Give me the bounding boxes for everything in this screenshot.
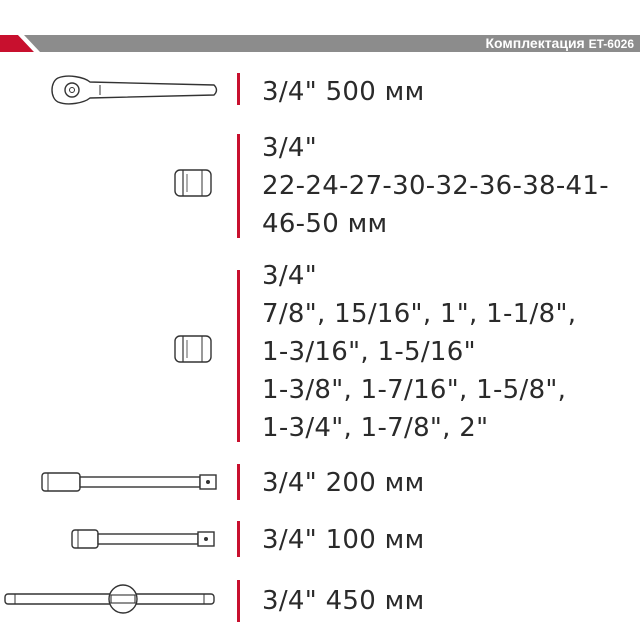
- header-title: [485, 35, 634, 52]
- item-text: [262, 582, 425, 620]
- divider: [237, 521, 240, 557]
- socket-icon: [174, 335, 212, 363]
- item-line: 46-50 мм: [262, 209, 388, 239]
- item-line: 3/4" 100 мм: [262, 525, 425, 555]
- extension-bar-icon: [70, 528, 218, 550]
- divider: [237, 270, 240, 442]
- divider: [237, 134, 240, 238]
- item-line: 1-3/16", 1-5/16": [262, 337, 476, 367]
- divider: [237, 464, 240, 500]
- item-line: 3/4" 200 мм: [262, 468, 425, 498]
- item-text: [262, 257, 576, 447]
- item-line: 3/4": [262, 133, 318, 163]
- item-text: [262, 73, 425, 111]
- item-line: 1-3/8", 1-7/16", 1-5/8",: [262, 375, 567, 405]
- ratchet-icon: [50, 75, 220, 105]
- header-band: [0, 35, 640, 52]
- item-row-ratchet: [0, 66, 640, 116]
- item-row-extension-100: [0, 517, 640, 563]
- t-bar-handle-icon: [3, 582, 218, 616]
- item-row-metric-sockets: [0, 130, 640, 245]
- model-code: ET-6026: [588, 37, 634, 51]
- item-line: 3/4" 450 мм: [262, 586, 425, 616]
- header-title-text: Комплектация: [485, 35, 585, 51]
- item-text: [262, 129, 609, 243]
- divider: [237, 580, 240, 622]
- item-row-inch-sockets: [0, 262, 640, 447]
- item-row-t-bar: [0, 576, 640, 626]
- socket-icon: [174, 169, 212, 197]
- item-line: 3/4" 500 мм: [262, 77, 425, 107]
- item-line: 7/8", 15/16", 1", 1-1/8",: [262, 299, 577, 329]
- item-row-extension-200: [0, 460, 640, 506]
- divider: [237, 73, 240, 105]
- item-line: 1-3/4", 1-7/8", 2": [262, 413, 489, 443]
- item-text: [262, 521, 425, 559]
- item-line: 3/4": [262, 261, 318, 291]
- item-line: 22-24-27-30-32-36-38-41-: [262, 171, 609, 201]
- extension-bar-icon: [40, 471, 220, 493]
- item-text: [262, 464, 425, 502]
